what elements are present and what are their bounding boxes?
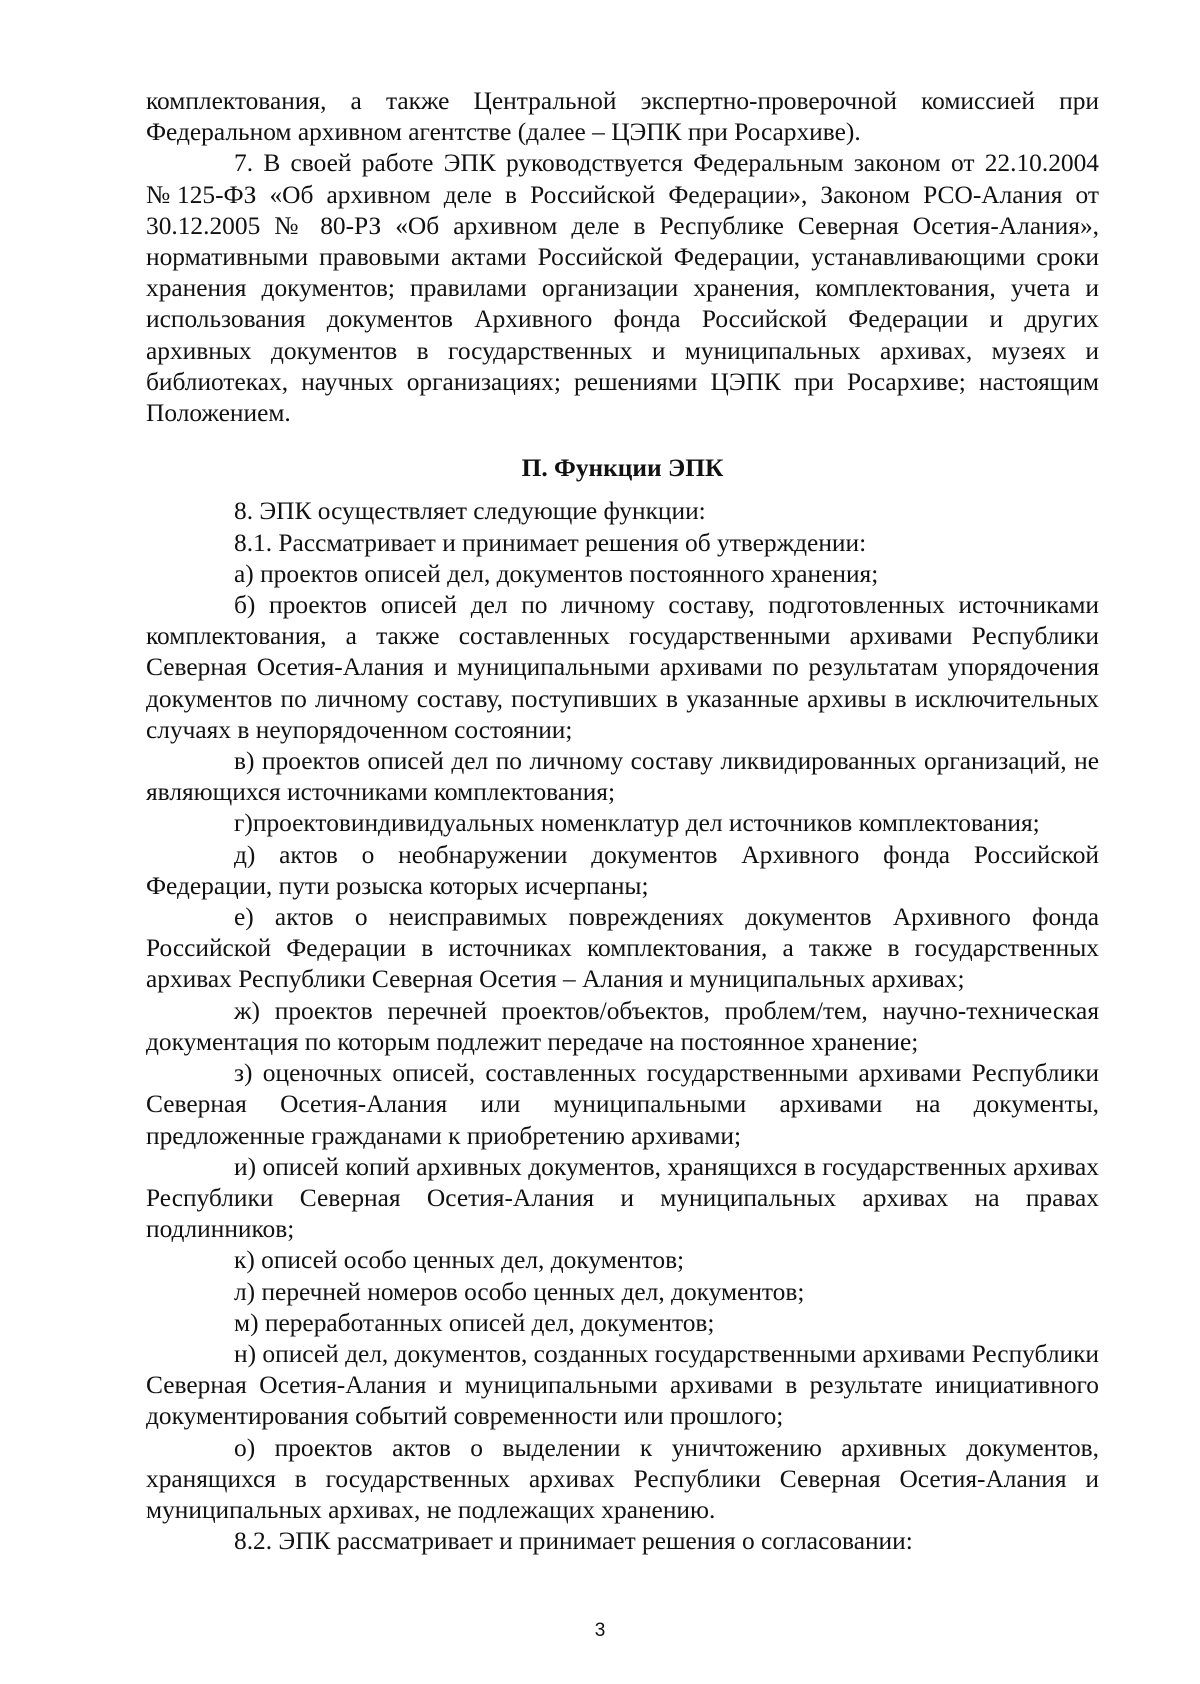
- paragraph: е) актов о неисправимых повреждениях документов Архивного фонда Российской Федерации в источниках комплектования, а также в государственных архивах Республики Северная Осетия – Алания и муниципальных архивах;: [146, 903, 1099, 994]
- document-page: [146, 86, 1099, 1557]
- paragraphs-bottom: [146, 496, 1099, 1557]
- paragraphs-top: [146, 86, 1099, 429]
- paragraph: 8. ЭПК осуществляет следующие функции:: [234, 497, 706, 526]
- paragraph: н) описей дел, документов, созданных государственными архивами Республики Северная Осетия-Алания и муниципальными архивами в результате инициативного документирования событий современности или прошлого;: [146, 1339, 1099, 1431]
- section-heading: П. Функции ЭПК: [521, 454, 724, 483]
- paragraph: о) проектов актов о выделении к уничтожению архивных документов, хранящихся в государственных архивах Республики Северная Осетия-Алания и муниципальных архивах, не подлежащих хранению.: [146, 1433, 1099, 1524]
- paragraph: и) описей копий архивных документов, хранящихся в государственных архивах Республики Северная Осетия-Алания и муниципальных архивах на правах подлинников;: [146, 1152, 1099, 1244]
- paragraph: м) переработанных описей дел, документов;: [234, 1308, 715, 1337]
- paragraph: з) оценочных описей, составленных государственными архивами Республики Северная Осетия-Алания или муниципальными архивами на документы, предложенные гражданами к приобретению архивами;: [146, 1059, 1099, 1150]
- page-number: 3: [594, 1620, 606, 1641]
- paragraph: б) проектов описей дел по личному составу, подготовленных источниками комплектования, а также составленных государственными архивами Республики Северная Осетия-Алания и муниципальными архивами по результатам упорядочения документов по личному составу, поступивших в указанные архивы в исключительных случаях в неупорядоченном состоянии;: [146, 591, 1099, 744]
- paragraph: 7. В своей работе ЭПК руководствуется Федеральным законом от 22.10.2004 №125-ФЗ «Об архивном деле в Российской Федерации», Законом РСО-Алания от 30.12.2005 № 80-РЗ «Об архивном деле в Республике Северная Осетия-Алания», нормативными правовыми актами Российской Федерации, устанавливающими сроки хранения документов; правилами организации хранения, комплектования, учета и использования документов Архивного фонда Российской Федерации и других архивных документов в государственных и муниципальных архивах, музеях и библиотеках, научных организациях; решениями ЦЭПК при Росархиве; настоящим Положением.: [146, 149, 1099, 428]
- paragraph: 8.2. ЭПК рассматривает и принимает решения о согласовании:: [234, 1527, 913, 1556]
- paragraph: д) актов о необнаружении документов Архивного фонда Российской Федерации, пути розыска которых исчерпаны;: [146, 840, 1099, 900]
- paragraph: ж) проектов перечней проектов/объектов, проблем/тем, научно-техническая документация по которым подлежит передаче на постоянное хранение;: [146, 996, 1099, 1056]
- paragraph: г)проектовиндивидуальных номенклатур дел источников комплектования;: [234, 809, 1040, 838]
- paragraph: комплектования, а также Центральной экспертно-проверочной комиссией при Федеральном архивном агентстве (далее – ЦЭПК при Росархиве).: [146, 87, 1099, 147]
- paragraph: 8.1. Рассматривает и принимает решения об утверждении:: [234, 528, 867, 557]
- paragraph: л) перечней номеров особо ценных дел, документов;: [234, 1277, 805, 1306]
- paragraph: в) проектов описей дел по личному составу ликвидированных организаций, не являющихся источниками комплектования;: [146, 747, 1099, 807]
- paragraph: к) описей особо ценных дел, документов;: [234, 1246, 685, 1275]
- paragraph: а) проектов описей дел, документов постоянного хранения;: [234, 559, 879, 588]
